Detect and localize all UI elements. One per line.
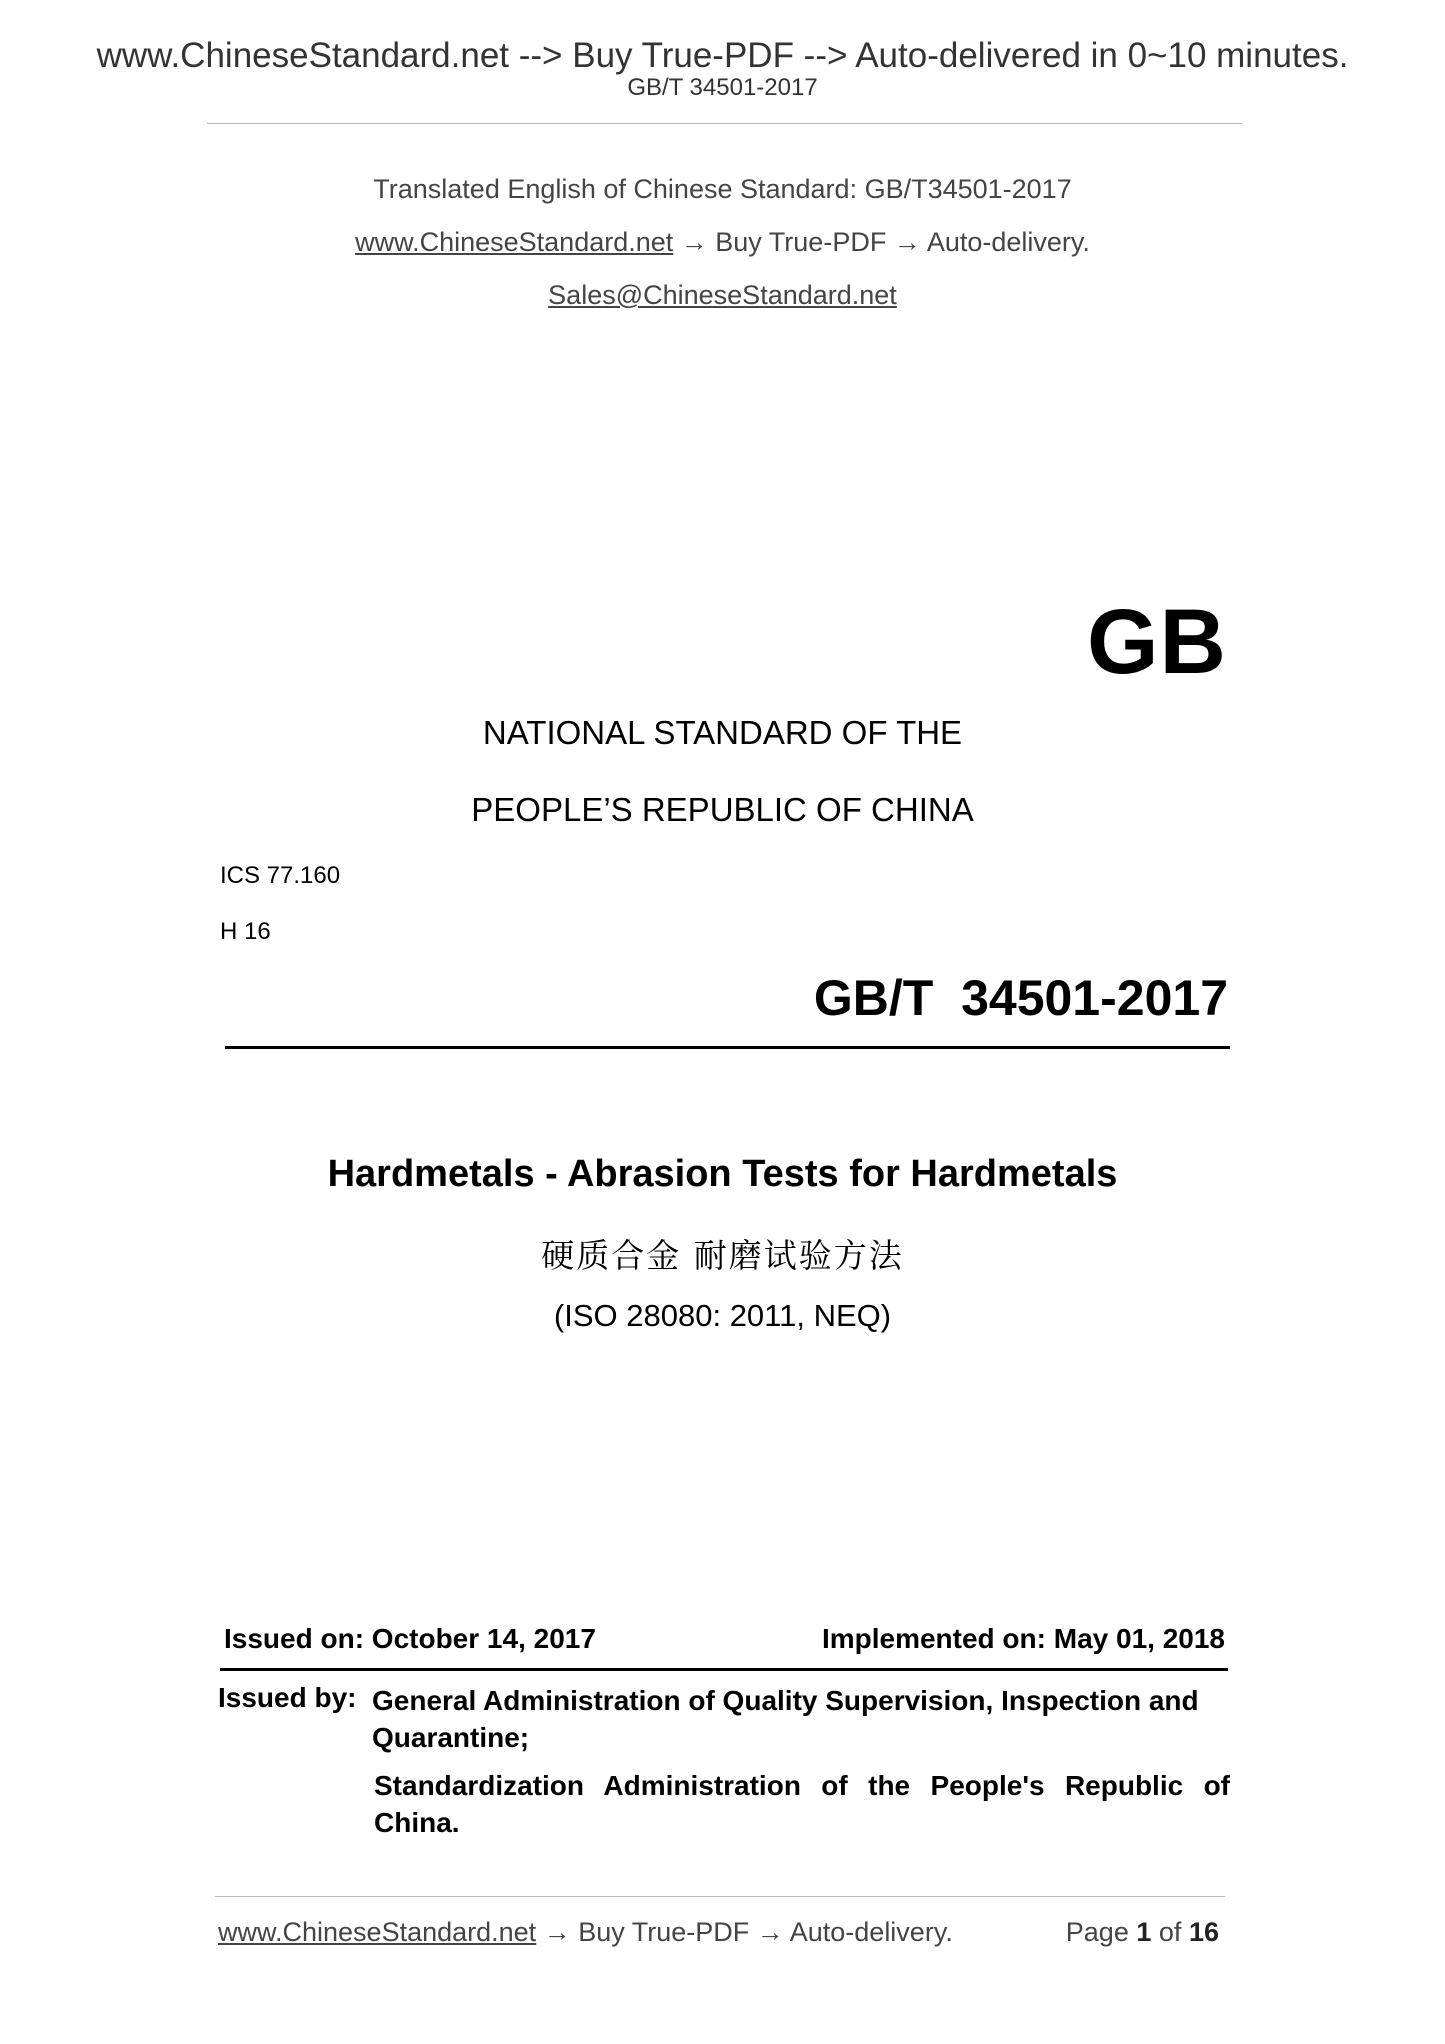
issued-on-date: Issued on: October 14, 2017 (224, 1623, 596, 1654)
header-standard-code: GB/T 34501-2017 (627, 74, 818, 101)
sales-email-link[interactable]: Sales@ChineseStandard.net (548, 280, 897, 310)
sales-line (0, 280, 1445, 311)
translated-notice: Translated English of Chinese Standard: GB/T34501-2017 (373, 174, 1072, 204)
implemented-on-date: Implemented on: May 01, 2018 (821, 1623, 1225, 1654)
national-standard-line-2: PEOPLE’S REPUBLIC OF CHINA (471, 791, 974, 828)
site-line-text: → Buy True-PDF → Auto-delivery. (673, 227, 1090, 257)
classification-code: H 16 (220, 918, 271, 945)
footer-site-line (218, 1917, 953, 1948)
page-total: 16 (1188, 1917, 1219, 1947)
standard-number: GB/T 34501-2017 (813, 970, 1228, 1026)
document-title-cn: 硬质合金 耐磨试验方法 (541, 1236, 904, 1275)
page-indicator (1066, 1917, 1219, 1948)
iso-reference: (ISO 28080: 2011, NEQ) (553, 1298, 892, 1333)
top-banner: www.ChineseStandard.net --> Buy True-PDF --> Auto-delivered in 0~10 minutes. (96, 36, 1349, 75)
issue-divider (220, 1668, 1228, 1671)
gb-mark: GB (1087, 591, 1227, 693)
title-divider (225, 1046, 1230, 1049)
footer-site-link[interactable]: www.ChineseStandard.net (218, 1917, 537, 1947)
of-label: of (1158, 1917, 1182, 1947)
national-standard-line-1: NATIONAL STANDARD OF THE (482, 714, 963, 751)
site-line (0, 227, 1445, 258)
header-divider (207, 123, 1242, 124)
page-number: 1 (1136, 1917, 1152, 1947)
site-link[interactable]: www.ChineseStandard.net (355, 227, 674, 257)
footer-divider (215, 1896, 1225, 1897)
issued-by-label: Issued by: (218, 1682, 357, 1713)
ics-code: ICS 77.160 (220, 862, 341, 889)
footer-site-text: → Buy True-PDF → Auto-delivery. (536, 1917, 953, 1947)
issuing-authority-1: General Administration of Quality Supervision, Inspection and Quarantine; (372, 1685, 1199, 1753)
issuing-authority-2: Standardization Administration of the People's Republic of China. (374, 1770, 1230, 1838)
document-title-en: Hardmetals - Abrasion Tests for Hardmetals (327, 1153, 1118, 1195)
page-label: Page (1065, 1917, 1129, 1947)
